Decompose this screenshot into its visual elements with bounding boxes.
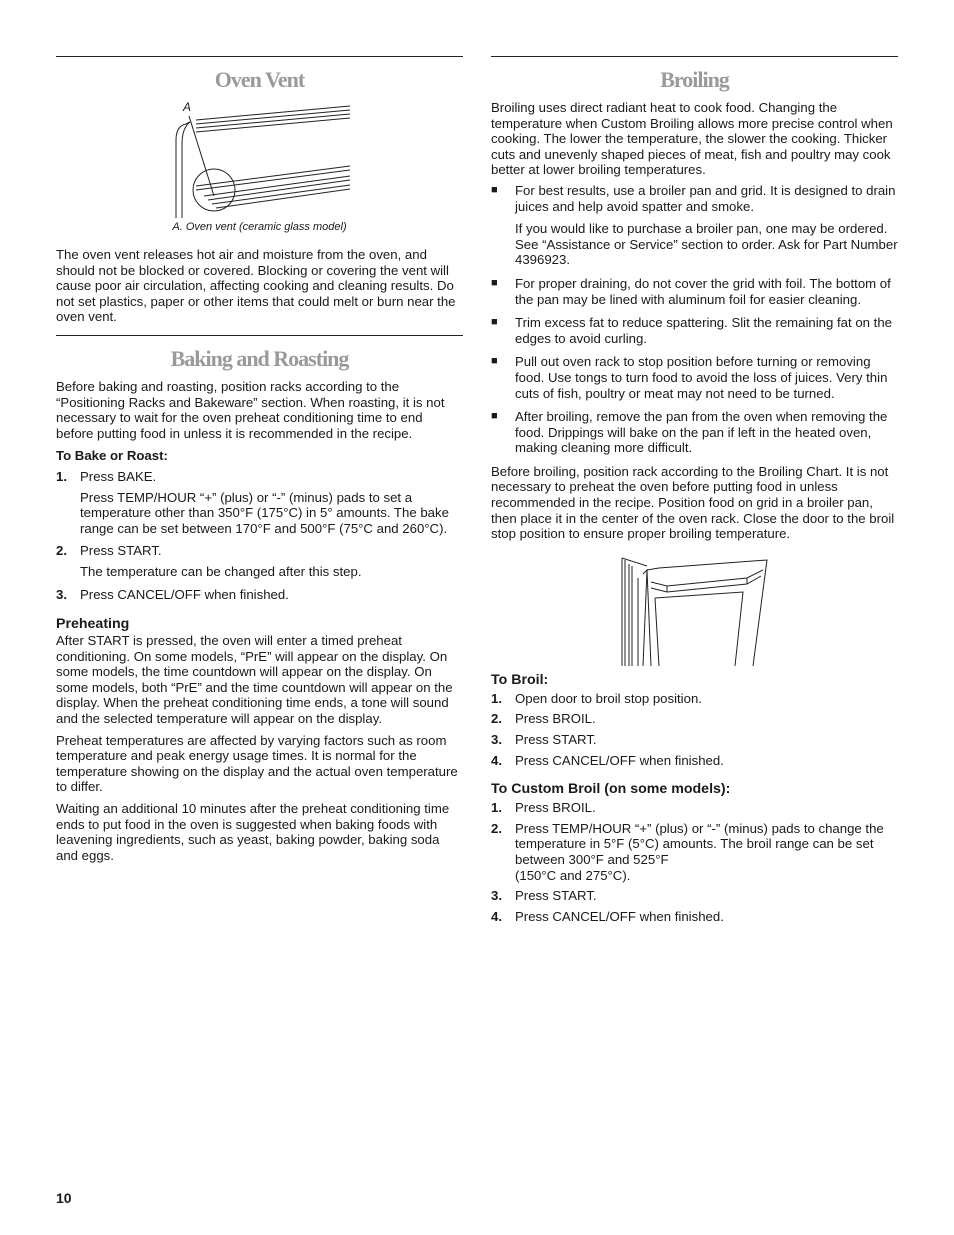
bullet-square-icon: ■ <box>491 355 498 368</box>
bullet-text: After broiling, remove the pan from the oven when removing the food. Drippings will bake on the pan if left in the heated oven, making cleaning more difficult. <box>515 409 888 456</box>
broiling-bullet <box>491 183 898 214</box>
broiling-bullet <box>491 315 898 346</box>
section-divider <box>56 56 463 57</box>
oven-door-illustration <box>491 556 898 668</box>
step-text: Press CANCEL/OFF when finished. <box>515 908 724 924</box>
oven-door-figure <box>491 556 898 668</box>
broil-step-2 <box>491 711 898 727</box>
step-text: Press START. <box>515 732 597 748</box>
bake-step-2 <box>56 543 463 559</box>
custom-broil-step-1 <box>491 800 898 816</box>
bullet-text: Pull out oven rack to stop position before turning or removing food. Use tongs to turn food to avoid the loss of juices. Very thin cuts of fish, poultry or meat may not need to be turned. <box>515 354 888 401</box>
broiling-intro: Broiling uses direct radiant heat to cook food. Changing the temperature when Custom Broiling allows more precise control when cooking. The lower the temperature, the slower the cooking. Thicker cuts and unevenly shaped pieces of meat, fish and poultry may cook better at lower broiling temperatures. <box>491 100 893 178</box>
step-number: 3. <box>491 888 502 904</box>
broiling-title: Broiling <box>660 67 729 92</box>
right-column <box>491 56 898 929</box>
bullet-text: Trim excess fat to reduce spattering. Slit the remaining fat on the edges to avoid curling. <box>515 315 893 346</box>
step-text: Press START. <box>515 888 597 904</box>
step-text: Press START. <box>80 543 162 559</box>
step-number: 3. <box>56 586 67 602</box>
left-column <box>56 56 463 869</box>
bake-step-1 <box>56 469 463 485</box>
baking-intro: Before baking and roasting, position racks according to the “Positioning Racks and Bakeware” section. When roasting, it is not necessary to wait for the oven preheat conditioning time to end before putting food in unless it is recommended in the recipe. <box>56 378 445 441</box>
step-number: 1. <box>491 800 502 816</box>
bullet-text: For proper draining, do not cover the grid with foil. The bottom of the pan may be lined with aluminum foil for easier cleaning. <box>515 275 891 307</box>
bake-step-2-note: The temperature can be changed after this step. <box>80 563 362 579</box>
preheating-p3: Waiting an additional 10 minutes after the preheat conditioning time ends to put food in the oven is suggested when baking foods with leavening ingredients, such as yeast, baking powder, baking soda and eggs. <box>56 801 450 863</box>
step-number: 4. <box>491 908 502 924</box>
step-number: 1. <box>491 690 502 706</box>
step-number: 1. <box>56 468 67 484</box>
oven-vent-illustration <box>56 100 463 226</box>
broiler-pan-note: If you would like to purchase a broiler pan, one may be ordered. See “Assistance or Service” section to order. Ask for Part Number 4396923. <box>515 221 898 268</box>
custom-broil-step-2 <box>491 821 898 883</box>
step-text: Press CANCEL/OFF when finished. <box>80 586 289 602</box>
step-text-main: Press TEMP/HOUR “+” (plus) or “-” (minus) pads to change the temperature in 5°F (5°C) amounts. The broil range can be set between 300°F and 525°F <box>515 820 884 867</box>
preheating-p2: Preheat temperatures are affected by varying factors such as room temperature and peak energy usage times. It is normal for the temperature showing on the display and the actual oven temperature to differ. <box>56 732 458 795</box>
custom-broil-step-4 <box>491 909 898 925</box>
bullet-text: For best results, use a broiler pan and grid. It is designed to drain juices and help avoid spatter and smoke. <box>515 182 896 214</box>
section-divider <box>56 335 463 336</box>
bullet-square-icon: ■ <box>491 316 498 329</box>
broiling-bullet <box>491 276 898 307</box>
bullet-square-icon: ■ <box>491 276 498 289</box>
step-text-range: (150°C and 275°C). <box>515 867 631 883</box>
bake-step-1-note: Press TEMP/HOUR “+” (plus) or “-” (minus) pads to set a temperature other than 350°F (175°C) in 5° amounts. The bake range can be set between 170°F and 500°F (75°C and 260°C). <box>80 489 449 536</box>
broil-step-4 <box>491 753 898 769</box>
step-text: Open door to broil stop position. <box>515 690 702 706</box>
broil-step-3 <box>491 732 898 748</box>
broiling-bullet <box>491 409 898 456</box>
preheating-heading: Preheating <box>56 616 130 633</box>
step-text: Press BROIL. <box>515 711 596 727</box>
step-number: 4. <box>491 752 502 768</box>
step-number: 2. <box>56 543 67 559</box>
step-number: 2. <box>491 820 502 836</box>
step-text: Press BROIL. <box>515 800 596 816</box>
custom-broil-step-3 <box>491 888 898 904</box>
step-number: 2. <box>491 711 502 727</box>
to-bake-subhead: To Bake or Roast: <box>56 448 168 464</box>
step-text: Press CANCEL/OFF when finished. <box>515 752 724 768</box>
bullet-square-icon: ■ <box>491 183 498 196</box>
step-text <box>515 821 898 883</box>
baking-roasting-title: Baking and Roasting <box>170 345 349 371</box>
bullet-square-icon: ■ <box>491 410 498 423</box>
oven-vent-title: Oven Vent <box>214 67 305 92</box>
figure-label-a: A <box>183 100 192 114</box>
to-broil-heading: To Broil: <box>491 671 549 688</box>
step-text: Press BAKE. <box>80 468 157 484</box>
custom-broil-heading: To Custom Broil (on some models): <box>491 781 731 798</box>
oven-vent-body: The oven vent releases hot air and moisture from the oven, and should not be blocked or covered. Blocking or covering the vent will cause poor air circulation, affecting cooking and cleaning results. Do not set plastics, paper or other items that could melt or burn near the oven vent. <box>56 247 456 325</box>
section-divider <box>491 56 898 57</box>
broiling-bullet <box>491 354 898 401</box>
broiling-position-text: Before broiling, position rack according to the Broiling Chart. It is not necessary to preheat the oven before putting food in unless recommended in the recipe. Position food on grid in a broiler pan, then place it in the center of the oven rack. Close the door to the broil stop position to ensure proper broiling temperature. <box>491 463 895 542</box>
oven-vent-figure <box>56 100 463 226</box>
preheating-p1: After START is pressed, the oven will enter a timed preheat conditioning. On some models, “PrE” will appear on the display. On some models, the time countdown will appear on the display. On some models, both “PrE” and the time countdown will appear on the display. When the preheat conditioning time ends, a tone will sound and the selected temperature will appear on the display. <box>56 633 453 727</box>
broil-step-1 <box>491 691 898 707</box>
step-number: 3. <box>491 732 502 748</box>
page-number: 10 <box>56 1190 72 1206</box>
bake-step-3 <box>56 587 463 603</box>
oven-vent-caption: A. Oven vent (ceramic glass model) <box>172 221 347 233</box>
